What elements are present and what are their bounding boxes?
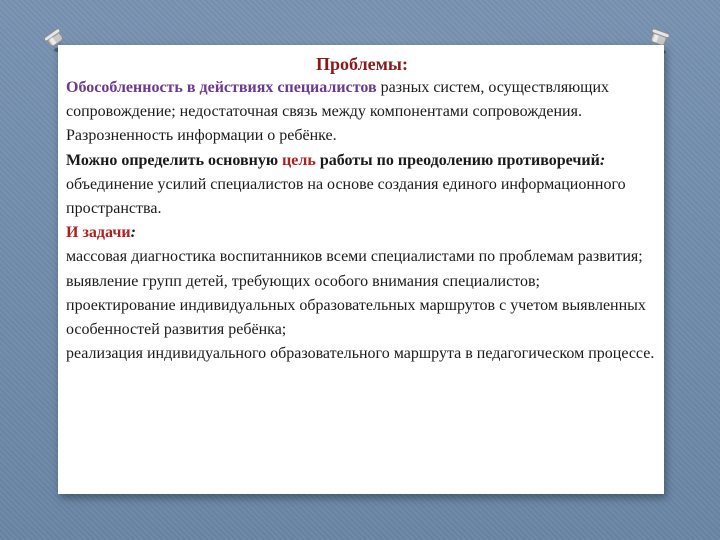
- goal-lead-text-2: работы по преодолению противоречий: [315, 151, 600, 169]
- paragraph-goal: [66, 149, 658, 222]
- paragraph-fragmentation: Разрозненность информации о ребёнке.: [66, 127, 337, 145]
- paragraph-isolation: [66, 76, 658, 124]
- task-item: массовая диагностика воспитанников всеми специалистами по проблемам развития;: [66, 248, 643, 266]
- tasks-heading: [66, 221, 658, 245]
- paragraph-text: разных систем, осуществляющих сопровождение; недостаточная связь между компонентами сопровождения.: [66, 79, 610, 121]
- tasks-heading-text: И задачи: [66, 224, 131, 242]
- slide-title: Проблемы:: [316, 54, 408, 74]
- tasks-heading-colon: :: [130, 224, 136, 242]
- goal-lead-text: Можно определить основную: [66, 151, 283, 169]
- highlight-text: Обособленность в действиях специалистов: [66, 79, 377, 96]
- goal-description: объединение усилий специалистов на основе создания единого информационного пространства.: [66, 175, 626, 218]
- slide-text: [66, 52, 658, 366]
- task-item: выявление групп детей, требующих особого внимания специалистов;: [66, 272, 540, 290]
- task-item: проектирование индивидуальных образовательных маршрутов с учетом выявленных особенностей развития ребёнка;: [66, 296, 646, 339]
- slide-card: [58, 45, 664, 494]
- goal-keyword: цель: [282, 151, 316, 169]
- task-item: реализация индивидуального образовательного маршрута в педагогическом процессе.: [66, 345, 655, 363]
- goal-colon: :: [599, 151, 606, 169]
